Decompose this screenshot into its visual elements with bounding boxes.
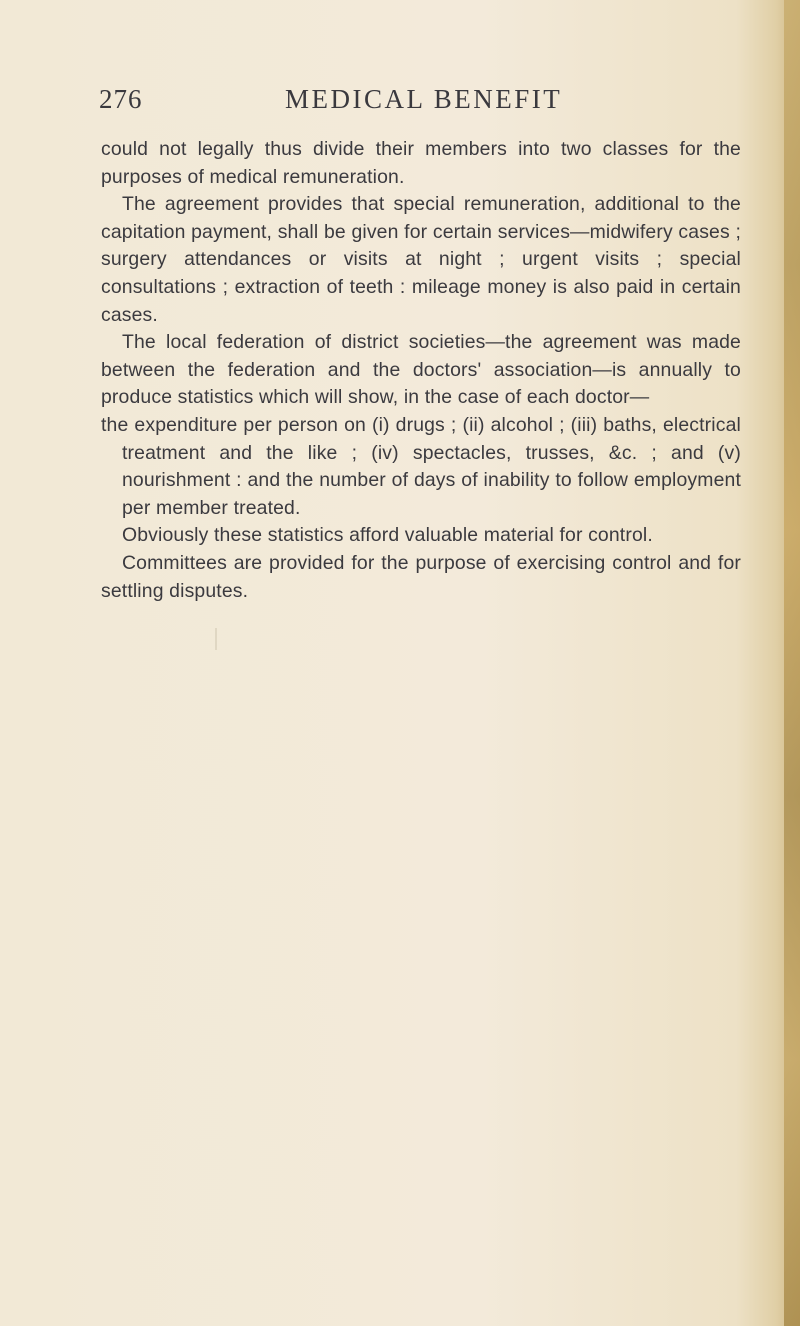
paragraph-statistics-control: Obviously these statistics afford valuable material for control. <box>122 524 653 547</box>
paragraph-continuation: could not legally thus divide their members into two classes for the purposes of medical remuneration. <box>101 138 741 188</box>
page-edge <box>784 0 800 1326</box>
paragraph-local-federation: The local federation of district societies—the agreement was made between the federation and the doctors' association—is annually to produce statistics which will show, in the case of each doctor— <box>101 331 741 409</box>
page-header <box>99 84 739 120</box>
paragraph-expenditure-list: the expenditure per person on (i) drugs ; (ii) alcohol ; (iii) baths, electrical treatment and the like ; (iv) spectacles, trusses, &c. ; and (v) nourishment : and the number of days of inability to follow employment per member treated. <box>101 413 741 519</box>
body-text <box>101 136 741 605</box>
running-title: MEDICAL BENEFIT <box>285 84 563 114</box>
paper-mark <box>215 628 217 650</box>
page-number: 276 <box>99 84 143 114</box>
paragraph-committees: Committees are provided for the purpose of exercising control and for settling disputes. <box>101 551 741 602</box>
paragraph-special-remuneration: The agreement provides that special remuneration, additional to the capitation payment, shall be given for certain services—midwifery cases ; surgery attendances or visits at night ; urgent visits ; special consultations ; extraction of teeth : mileage money is also paid in certain cases. <box>101 193 741 326</box>
